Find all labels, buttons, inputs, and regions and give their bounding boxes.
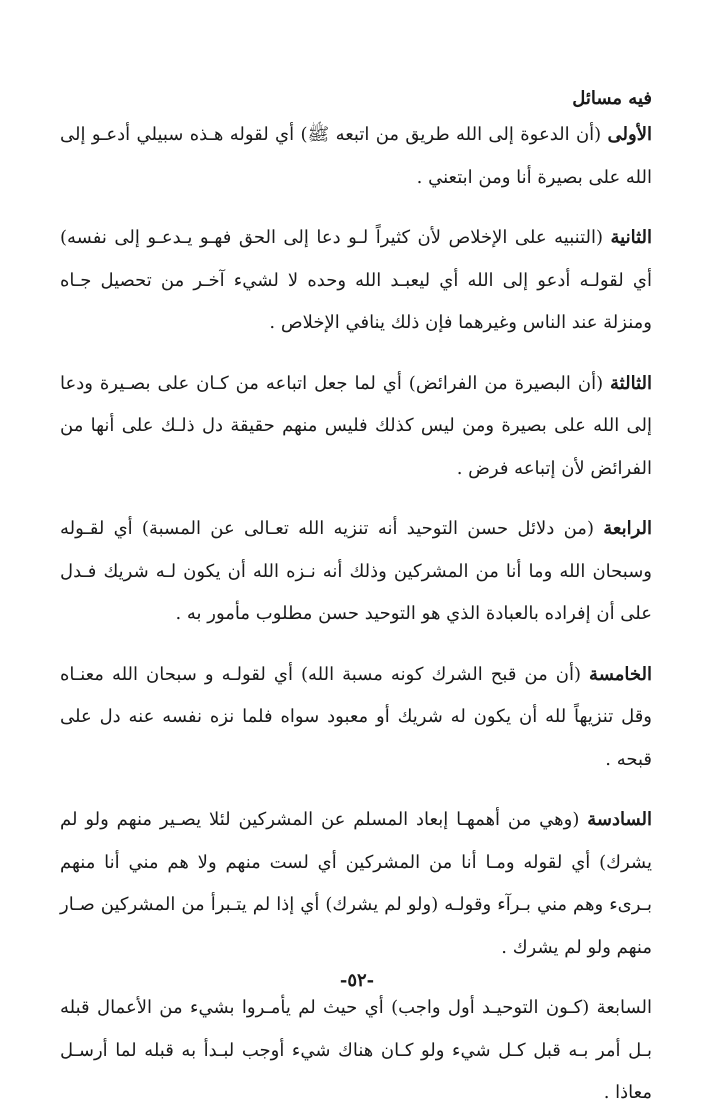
paragraph-lead: الأولى — [607, 124, 652, 145]
paragraph-lead: الثالثة — [610, 372, 652, 394]
paragraph-text: (التنبيه على الإخلاص لأن كثيراً لـو دعا إلى الحق فهـو يـدعـو إلى نفسه) أي لقولـه أدعو إلى الله أي ليعبـد الله وحده لا لشيء آخـر من تحصيل جـاه ومنزلة عند الناس وغيرهما فإن ذلك ينافي الإخلاص . — [60, 227, 652, 333]
paragraph-5 — [60, 654, 652, 782]
section-heading: فيه مسائل — [572, 88, 652, 109]
paragraph-1 — [60, 114, 652, 199]
paragraph-4 — [60, 508, 652, 636]
paragraph-7 — [60, 987, 652, 1115]
paragraph-lead: السابعة — [596, 997, 652, 1018]
page-number: -٥٢- — [339, 970, 375, 991]
paragraph-3 — [60, 363, 652, 491]
paragraph-lead: الرابعة — [603, 518, 652, 539]
paragraph-text: (أن الدعوة إلى الله طريق من اتبعه ﷺ) أي لقوله هـذه سبيلي أدعـو إلى الله على بصيرة أنا ومن ابتعني . — [60, 124, 652, 188]
paragraph-2 — [60, 217, 652, 345]
paragraph-text: (أن البصيرة من الفرائض) أي لما جعل اتباعه من كـان على بصـيرة ودعا إلى الله على بصيرة ومن ليس كذلك فليس منهم حقيقة دل ذلـك على أنها من الفرائض لأن إتباعه فرض . — [60, 372, 652, 479]
paragraph-6 — [60, 799, 652, 969]
paragraph-lead: الثانية — [610, 227, 652, 248]
paragraph-lead: السادسة — [587, 809, 652, 830]
paragraph-text: (أن من قبح الشرك كونه مسبة الله) أي لقولـه و سبحان الله معنـاه وقل تنزيهاً لله أن يكون له شريك أو معبود سواه فلما نزه نفسه عنه دل على قبحه . — [60, 663, 652, 770]
paragraph-text: (كـون التوحيـد أول واجب) أي حيث لم يأمـروا بشيء من الأعمال قبله بـل أمر بـه قبل كـل شيء ولو كـان هناك شيء أوجب لبـدأ به قبله لما أرسـل معاذا . — [60, 997, 652, 1103]
paragraph-lead: الخامسة — [589, 663, 652, 685]
paragraph-text: (من دلائل حسن التوحيد أنه تنزيه الله تعـالى عن المسبة) أي لقـوله وسبحان الله وما أنا من المشركين وذلك أنه نـزه الله أن يكون لـه شريك فـدل على أن إفراده بالعبادة الذي هو التوحيد حسن مطلوب مأمور به . — [60, 518, 652, 624]
paragraph-text: (وهي من أهمهـا إبعاد المسلم عن المشركين لئلا يصـير منهم ولو لم يشرك) أي لقوله ومـا أنا من المشركين أي لست منهم ولا هم مني أنا منهم بـرىء وهم مني بـرآء وقولـه (ولو لم يشرك) أي إذا لم يتـبرأ من المشركين صـار منهم ولو لم يشرك . — [60, 809, 652, 958]
